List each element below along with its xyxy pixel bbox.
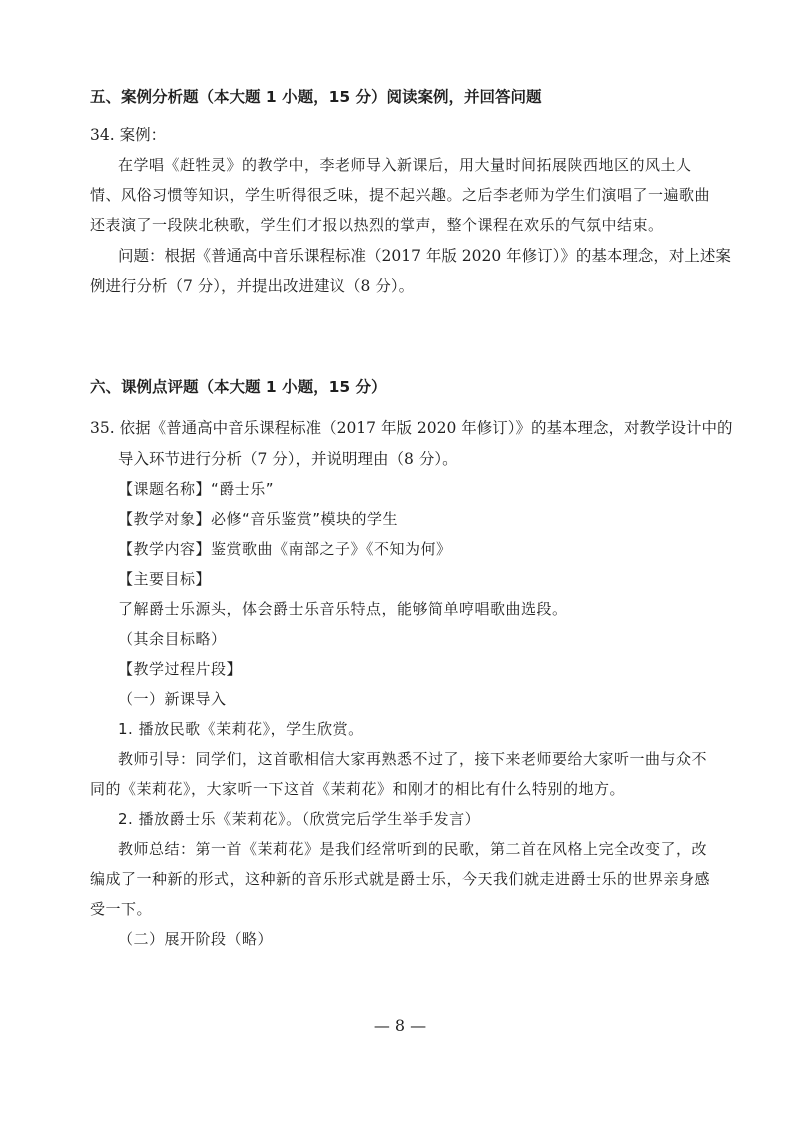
lesson-expansion: （二）展开阶段（略）	[118, 930, 274, 948]
lesson-intro-heading: （一）新课导入	[118, 690, 227, 708]
teacher-guide-line-1: 教师引导：同学们，这首歌相信大家再熟悉不过了，接下来老师要给大家听一曲与众不	[118, 750, 708, 768]
question-35-line-2: 导入环节进行分析（7 分），并说明理由（8 分）。	[118, 450, 458, 468]
lesson-goals-heading: 【主要目标】	[118, 570, 212, 588]
question-34-line-3: 还表演了一段陕北秧歌，学生们才报以热烈的掌声，整个课程在欢乐的气氛中结束。	[90, 216, 664, 234]
question-35-line-1: 35. 依据《普通高中音乐课程标准（2017 年版 2020 年修订）》的基本理念，对教学设计中的	[90, 419, 733, 437]
lesson-step-2: 2. 播放爵士乐《茉莉花》。（欣赏完后学生举手发言）	[118, 810, 481, 828]
teacher-summary-line-2: 编成了一种新的形式，这种新的音乐形式就是爵士乐，今天我们就走进爵士乐的世界亲身感	[90, 870, 711, 888]
lesson-goals-text: 了解爵士乐源头，体会爵士乐音乐特点，能够简单哼唱歌曲选段。	[118, 600, 568, 618]
question-34-label: 34. 案例：	[90, 126, 167, 144]
lesson-process-heading: 【教学过程片段】	[118, 660, 243, 678]
lesson-title: 【课题名称】“爵士乐”	[118, 480, 275, 498]
question-34-line-1: 在学唱《赶牲灵》的教学中，李老师导入新课后，用大量时间拓展陕西地区的风土人	[118, 156, 692, 174]
teacher-summary-line-1: 教师总结：第一首《茉莉花》是我们经常听到的民歌，第二首在风格上完全改变了，改	[118, 840, 708, 858]
page-number: — 8 —	[373, 1016, 427, 1035]
question-34-line-5: 例进行分析（7 分），并提出改进建议（8 分）。	[90, 277, 415, 295]
lesson-goals-other: （其余目标略）	[118, 630, 227, 648]
section-5-heading: 五、案例分析题（本大题 1 小题，15 分）阅读案例，并回答问题	[90, 88, 542, 106]
lesson-content: 【教学内容】鉴赏歌曲《南部之子》《不知为何》	[118, 540, 452, 558]
question-34-line-2: 情、风俗习惯等知识，学生听得很乏味，提不起兴趣。之后李老师为学生们演唱了一遍歌曲	[90, 186, 711, 204]
lesson-audience: 【教学对象】必修“音乐鉴赏”模块的学生	[118, 510, 399, 528]
section-6-heading: 六、课例点评题（本大题 1 小题，15 分）	[90, 378, 387, 396]
teacher-summary-line-3: 受一下。	[90, 900, 153, 918]
teacher-guide-line-2: 同的《茉莉花》，大家听一下这首《茉莉花》和刚才的相比有什么特别的地方。	[90, 780, 626, 798]
lesson-step-1: 1. 播放民歌《茉莉花》，学生欣赏。	[118, 720, 364, 738]
question-34-line-4: 问题：根据《普通高中音乐课程标准（2017 年版 2020 年修订）》的基本理念，对上述案	[118, 247, 731, 265]
